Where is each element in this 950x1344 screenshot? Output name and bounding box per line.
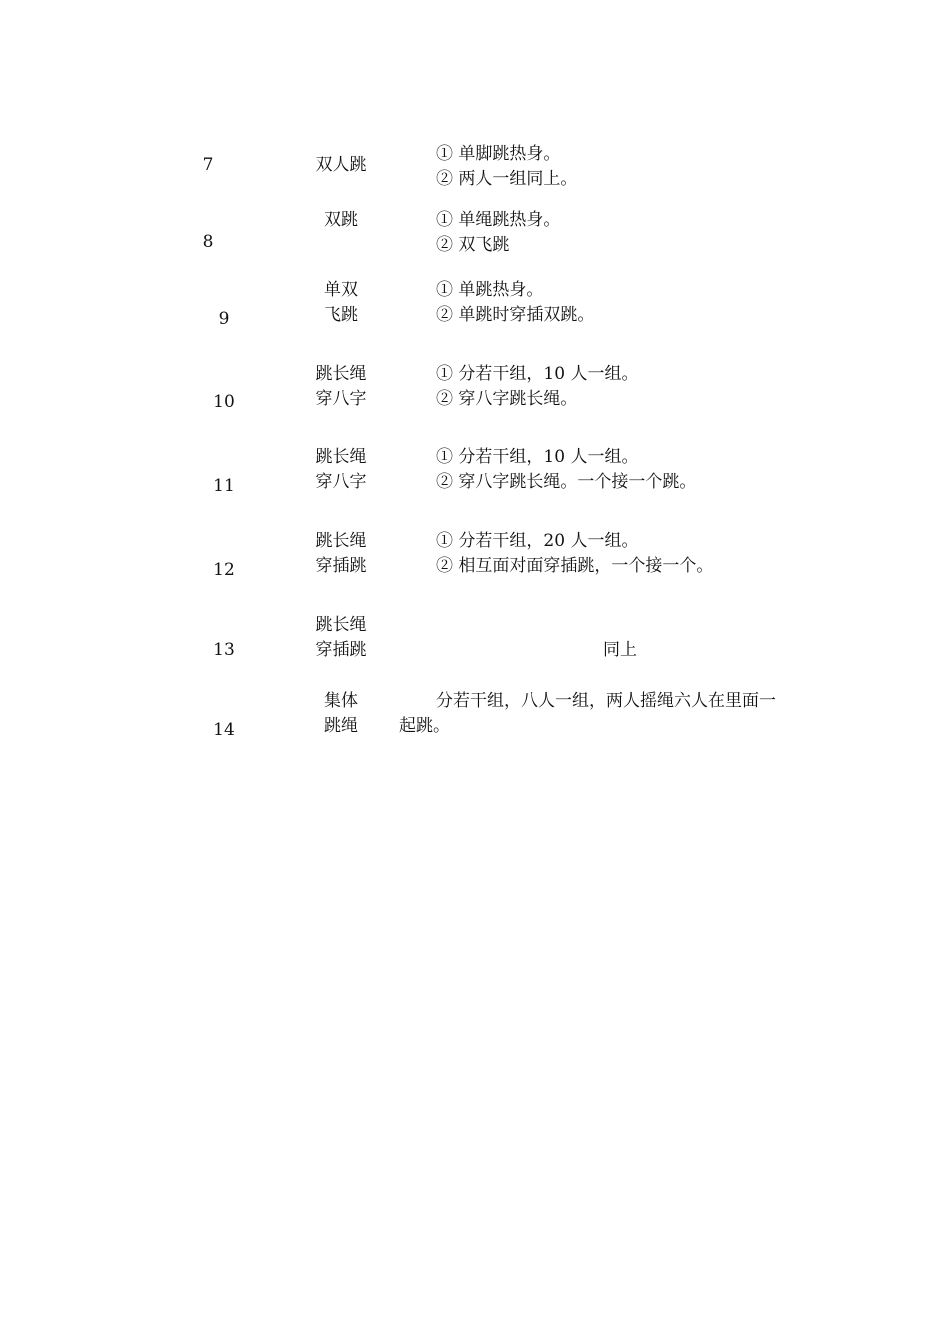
exercise-name: 单双: [324, 280, 358, 300]
row-number: 13: [213, 640, 235, 660]
exercise-name: 穿插跳: [315, 640, 367, 660]
exercise-step: ② 相互面对面穿插跳，一个接一个。: [436, 556, 714, 576]
exercise-step: ① 分若干组，20 人一组。: [436, 531, 639, 551]
row-number: 12: [213, 560, 235, 580]
exercise-step: ② 单跳时穿插双跳。: [436, 305, 595, 325]
exercise-name: 飞跳: [324, 305, 358, 325]
exercise-name: 双人跳: [315, 155, 367, 175]
exercise-step: ② 两人一组同上。: [436, 169, 578, 189]
row-number: 8: [202, 232, 214, 252]
exercise-name: 集体: [324, 691, 358, 711]
exercise-step: 起跳。: [399, 716, 450, 736]
exercise-step: ② 穿八字跳长绳。: [436, 389, 578, 409]
row-number: 11: [213, 476, 235, 496]
row-number: 10: [213, 392, 235, 412]
exercise-name: 穿插跳: [315, 556, 367, 576]
exercise-step: ① 单跳热身。: [436, 280, 544, 300]
exercise-name: 跳绳: [324, 716, 358, 736]
exercise-name: 跳长绳: [315, 364, 367, 384]
exercise-name: 双跳: [324, 210, 358, 230]
row-number: 9: [218, 309, 230, 329]
exercise-name: 穿八字: [315, 389, 367, 409]
exercise-name: 跳长绳: [315, 531, 367, 551]
exercise-name: 跳长绳: [315, 447, 367, 467]
exercise-step: 分若干组，八人一组，两人摇绳六人在里面一: [436, 691, 776, 711]
exercise-step: ① 分若干组，10 人一组。: [436, 447, 639, 467]
exercise-step: ① 分若干组，10 人一组。: [436, 364, 639, 384]
exercise-step: 同上: [603, 640, 637, 660]
exercise-step: ① 单绳跳热身。: [436, 210, 561, 230]
exercise-name: 跳长绳: [315, 615, 367, 635]
exercise-step: ② 双飞跳: [436, 235, 510, 255]
row-number: 7: [202, 155, 214, 175]
exercise-name: 穿八字: [315, 472, 367, 492]
exercise-step: ② 穿八字跳长绳。一个接一个跳。: [436, 472, 697, 492]
exercise-step: ① 单脚跳热身。: [436, 144, 561, 164]
row-number: 14: [213, 720, 235, 740]
